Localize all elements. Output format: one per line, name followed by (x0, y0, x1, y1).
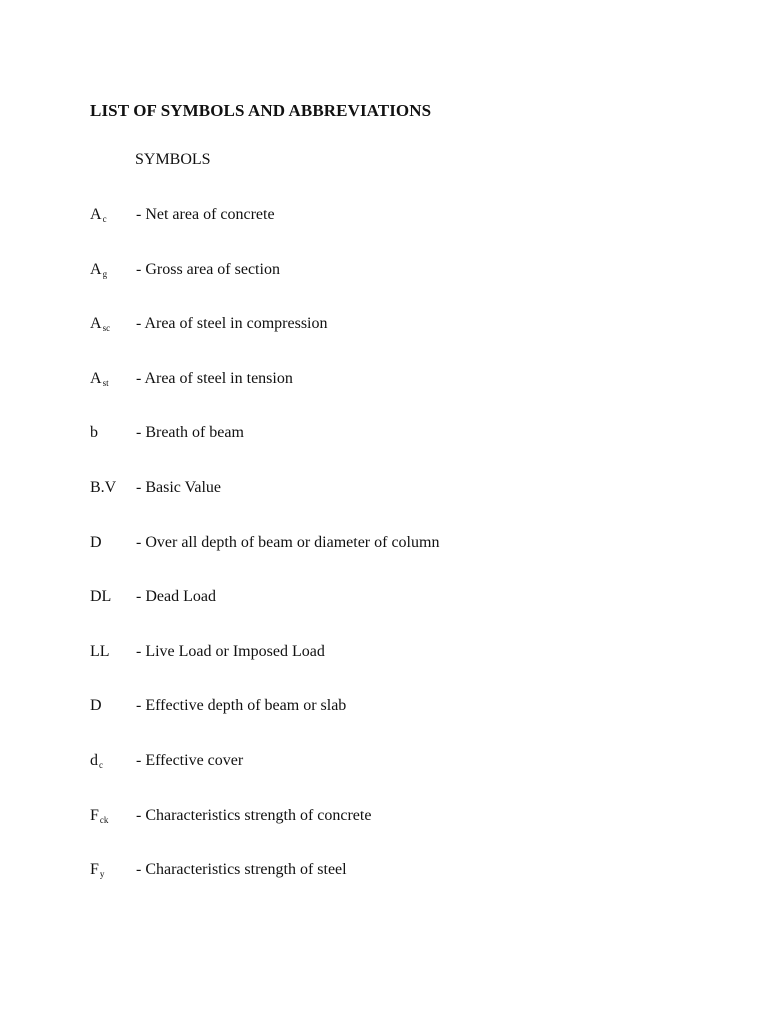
symbol-base: d (90, 752, 98, 769)
symbol-base: A (90, 370, 102, 387)
symbol (90, 315, 110, 333)
symbol-base: LL (90, 643, 110, 660)
symbol-base: DL (90, 588, 112, 605)
symbol-entry (0, 261, 768, 285)
symbol-subscript: st (102, 378, 109, 388)
symbol-base: b (90, 424, 98, 441)
symbol-entry (0, 206, 768, 230)
symbol-description: - Dead Load (136, 588, 216, 605)
symbol-base: A (90, 315, 102, 332)
symbol-description: - Characteristics strength of concrete (136, 807, 372, 824)
symbol-description: - Effective depth of beam or slab (136, 697, 347, 714)
symbol-base: B.V (90, 479, 117, 496)
symbol (90, 752, 103, 770)
symbol (90, 370, 109, 388)
symbol-entry (0, 807, 768, 831)
symbol-subscript: ck (99, 815, 109, 825)
symbol-entry (0, 752, 768, 776)
symbol-base: D (90, 534, 102, 551)
symbol-entry (0, 479, 768, 503)
symbol (90, 534, 102, 552)
symbol (90, 588, 111, 606)
symbol-subscript: c (99, 760, 103, 770)
symbol-entry (0, 424, 768, 448)
symbol-subscript: y (99, 869, 105, 879)
symbol (90, 261, 107, 279)
symbol-description: - Net area of concrete (136, 206, 275, 223)
symbol-description: - Effective cover (136, 752, 244, 769)
symbol (90, 424, 98, 442)
symbol-base: A (90, 206, 102, 223)
symbol-subscript: c (102, 214, 107, 224)
symbol (90, 643, 110, 661)
symbol-entry (0, 588, 768, 612)
section-heading-symbols: SYMBOLS (135, 151, 211, 168)
symbol (90, 697, 102, 715)
symbol-entry (0, 697, 768, 721)
symbol-description: - Breath of beam (136, 424, 244, 441)
symbol-description: - Live Load or Imposed Load (136, 643, 325, 660)
symbol-description: - Area of steel in compression (136, 315, 328, 332)
symbol-description: - Over all depth of beam or diameter of column (136, 534, 440, 551)
symbol-description: - Characteristics strength of steel (136, 861, 347, 878)
symbol-base: F (90, 861, 99, 878)
symbol-entry (0, 861, 768, 885)
symbol (90, 861, 104, 879)
symbol-subscript: g (102, 269, 108, 279)
symbol-base: D (90, 697, 102, 714)
symbol-entry (0, 370, 768, 394)
page-title: LIST OF SYMBOLS AND ABBREVIATIONS (90, 101, 432, 120)
symbol-entry (0, 643, 768, 667)
symbol-entry (0, 315, 768, 339)
symbol-description: - Gross area of section (136, 261, 280, 278)
symbol-description: - Area of steel in tension (136, 370, 293, 387)
symbol (90, 479, 116, 497)
symbol (90, 807, 108, 825)
symbol-entry (0, 534, 768, 558)
symbol-base: F (90, 807, 99, 824)
symbol-subscript: sc (102, 323, 111, 333)
symbol (90, 206, 107, 224)
symbol-base: A (90, 261, 102, 278)
symbol-description: - Basic Value (136, 479, 222, 496)
